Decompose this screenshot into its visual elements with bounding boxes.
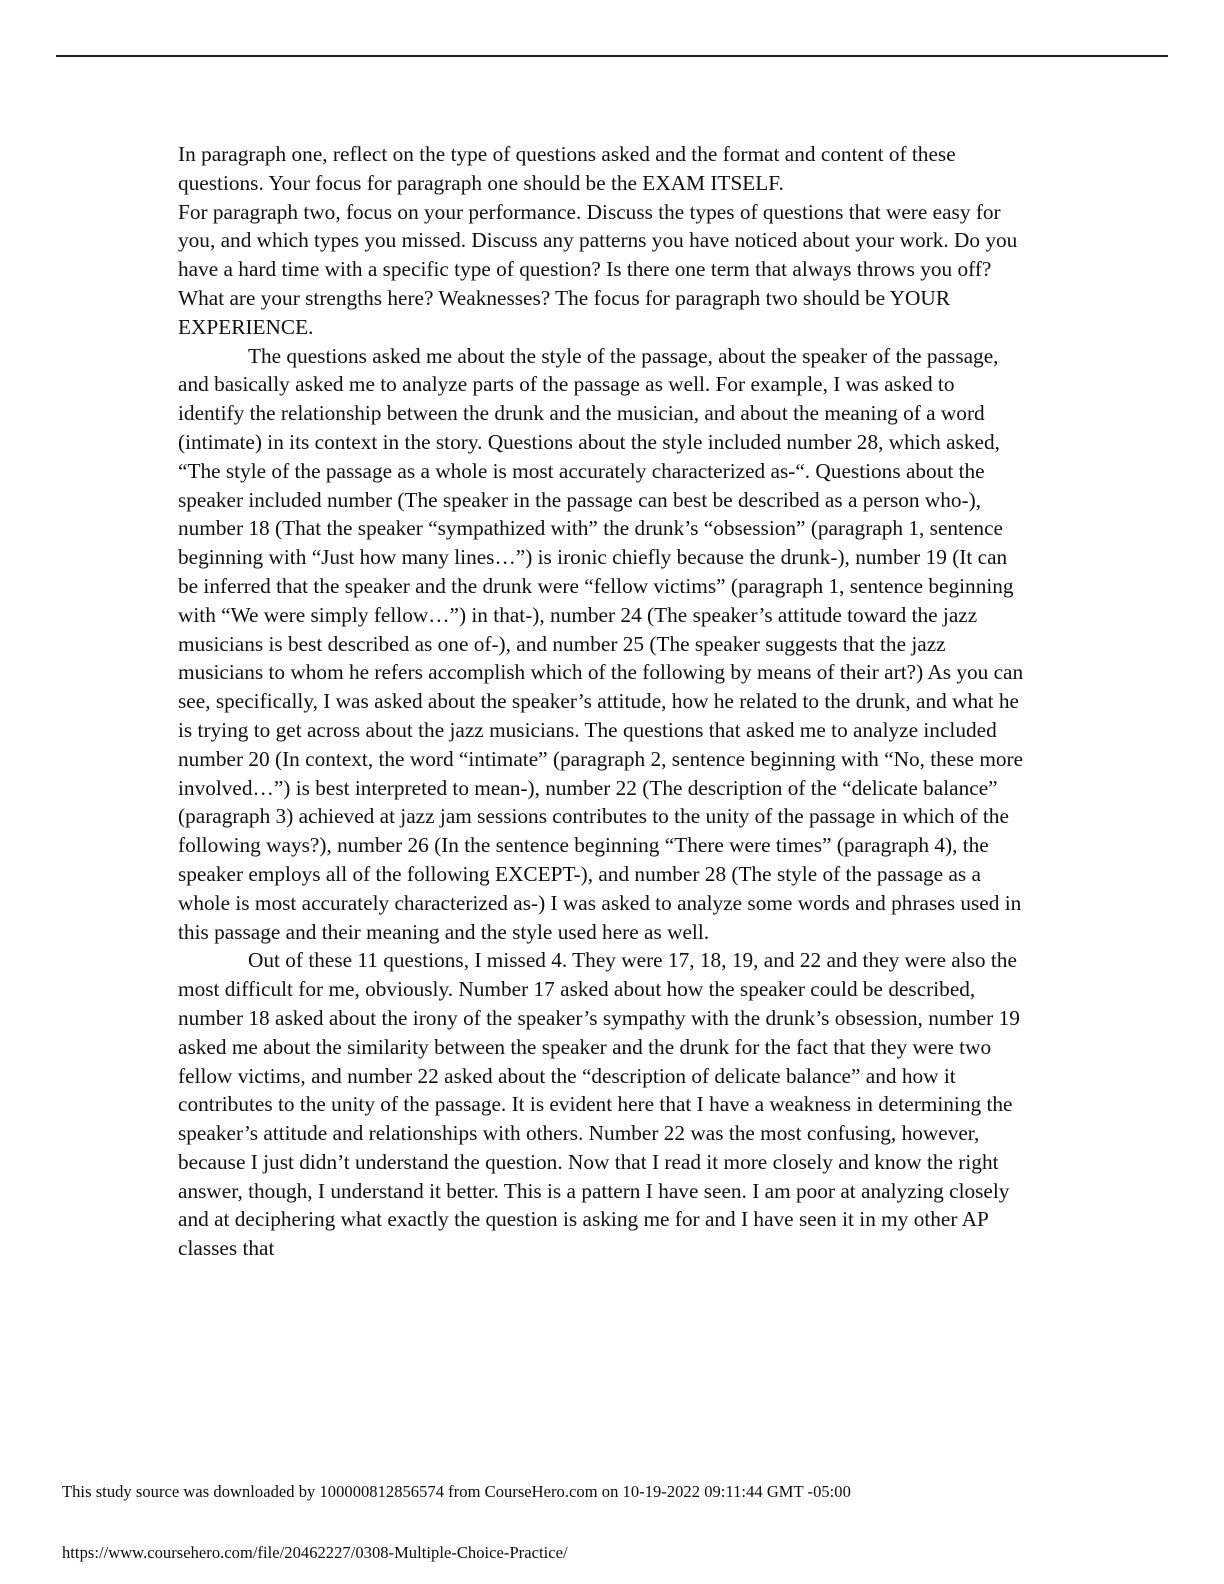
- header-divider-rule: [56, 55, 1168, 57]
- download-attribution-note: This study source was downloaded by 100000812856574 from CourseHero.com on 10-19-2022 09:11:44 GMT -05:00: [62, 1482, 851, 1501]
- paragraph-prompt-one: In paragraph one, reflect on the type of questions asked and the format and content of these questions. Your focus for paragraph one should be the EXAM ITSELF.: [178, 142, 956, 195]
- source-url-link[interactable]: https://www.coursehero.com/file/20462227/0308-Multiple-Choice-Practice/: [62, 1543, 568, 1562]
- paragraph-response-one: The questions asked me about the style of the passage, about the speaker of the passage, and basically asked me to analyze parts of the passage as well. For example, I was asked to identify the relationship between the drunk and the musician, and about the meaning of a word (intimate) in its context in the story. Questions about the style included number 28, which asked, “The style of the passage as a whole is most accurately characterized as-“. Questions about the speaker included number (The speaker in the passage can best be described as a person who-), number 18 (That the speaker “sympathized with” the drunk’s “obsession” (paragraph 1, sentence beginning with “Just how many lines…”) is ironic chiefly because the drunk-), number 19 (It can be inferred that the speaker and the drunk were “fellow victims” (paragraph 1, sentence beginning with “We were simply fellow…”) in that-), number 24 (The speaker’s attitude toward the jazz musicians is best described as one of-), and number 25 (The speaker suggests that the jazz musicians to whom he refers accomplish which of the following by means of their art?) As you can see, specifically, I was asked about the speaker’s attitude, how he related to the drunk, and what he is trying to get across about the jazz musicians. The questions that asked me to analyze included number 20 (In context, the word “intimate” (paragraph 2, sentence beginning with “No, these more involved…”) is best interpreted to mean-), number 22 (The description of the “delicate balance” (paragraph 3) achieved at jazz jam sessions contributes to the unity of the passage in which of the following ways?), number 26 (In the sentence beginning “There were times” (paragraph 4), the speaker employs all of the following EXCEPT-), and number 28 (The style of the passage as a whole is most accurately characterized as-) I was asked to analyze some words and phrases used in this passage and their meaning and the style used here as well.: [178, 343, 1024, 944]
- paragraph-prompt-two: For paragraph two, focus on your performance. Discuss the types of questions that were easy for you, and which types you missed. Discuss any patterns you have noticed about your work. Do you have a hard time with a specific type of question? Is there one term that always throws you off? What are your strengths here? Weaknesses? The focus for paragraph two should be YOUR EXPERIENCE.: [178, 199, 1018, 339]
- document-body-text: [178, 140, 1026, 1263]
- paragraph-response-two: Out of these 11 questions, I missed 4. They were 17, 18, 19, and 22 and they were also the most difficult for me, obviously. Number 17 asked about how the speaker could be described, number 18 asked about the irony of the speaker’s sympathy with the drunk’s obsession, number 19 asked me about the similarity between the speaker and the drunk for the fact that they were two fellow victims, and number 22 asked about the “description of delicate balance” and how it contributes to the unity of the passage. It is evident here that I have a weakness in determining the speaker’s attitude and relationships with others. Number 22 was the most confusing, however, because I just didn’t understand the question. Now that I read it more closely and know the right answer, though, I understand it better. This is a pattern I have seen. I am poor at analyzing closely and at deciphering what exactly the question is asking me for and I have seen it in my other AP classes that: [178, 948, 1020, 1261]
